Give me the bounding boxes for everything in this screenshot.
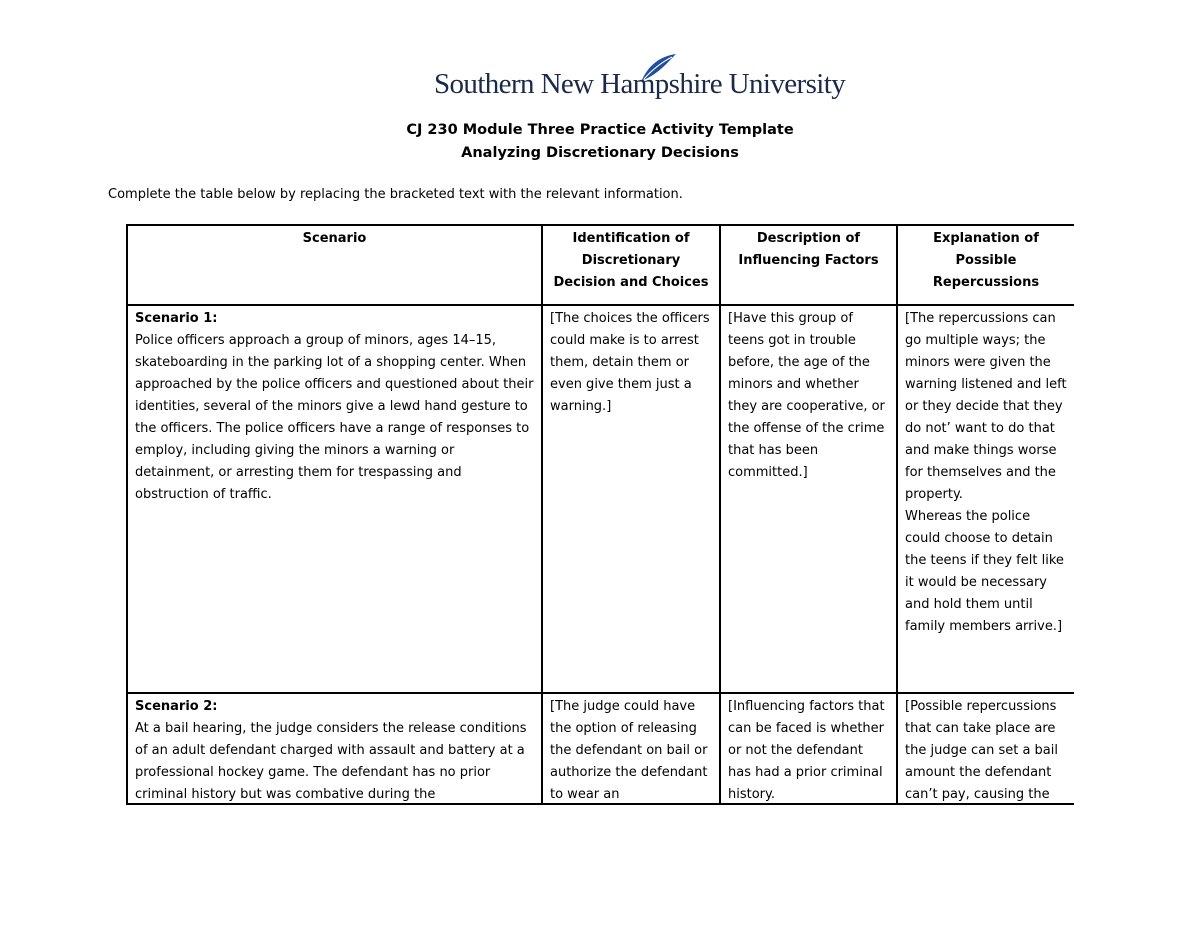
header-repercussions: Explanation of Possible Repercussions: [897, 225, 1074, 305]
university-logo: [434, 52, 846, 104]
table-row: [127, 305, 1074, 693]
repercussions-paragraph: [Possible repercussions that can take place are the judge can set a bail amount the defendant can’t pay, causing the: [905, 699, 1058, 802]
table-row: [127, 693, 1074, 805]
logo-text: Southern New Hampshire University: [434, 68, 846, 100]
repercussions-cell[interactable]: [897, 693, 1074, 805]
scenario-text: Police officers approach a group of minors, ages 14–15, skateboarding in the parking lot of a shopping center. When approached by the police officers and questioned about their identities, several of the minors give a lewd hand gesture to the officers. The police officers have a range of responses to employ, including giving the minors a warning or detainment, or arresting them for trespassing and obstruction of traffic.: [135, 333, 534, 502]
table-header-row: [127, 225, 1074, 305]
scenario-cell: [127, 305, 542, 693]
repercussions-cell[interactable]: [897, 305, 1074, 693]
document-title: CJ 230 Module Three Practice Activity Template: [406, 122, 794, 138]
scenario-title: Scenario 1:: [135, 311, 218, 326]
scenario-cell: [127, 693, 542, 805]
header-identification: Identification of Discretionary Decision and Choices: [542, 225, 720, 305]
factors-cell[interactable]: [Have this group of teens got in trouble before, the age of the minors and whether they are cooperative, or the offense of the crime that has been committed.]: [720, 305, 897, 693]
activity-table-container: [126, 224, 1074, 805]
instructions-text: Complete the table below by replacing the bracketed text with the relevant information.: [108, 187, 683, 202]
header-factors: Description of Influencing Factors: [720, 225, 897, 305]
header-scenario: Scenario: [127, 225, 542, 305]
repercussions-paragraph: Whereas the police could choose to detain the teens if they felt like it would be necessary and hold them until family members arrive.]: [905, 509, 1064, 634]
scenario-title: Scenario 2:: [135, 699, 218, 714]
scenario-text: At a bail hearing, the judge considers the release conditions of an adult defendant charged with assault and battery at a professional hockey game. The defendant has no prior criminal history but was combative during the: [135, 721, 527, 802]
document-subtitle: Analyzing Discretionary Decisions: [461, 145, 739, 161]
factors-cell[interactable]: [Influencing factors that can be faced is whether or not the defendant has had a prior criminal history.: [720, 693, 897, 805]
identification-cell[interactable]: [The judge could have the option of releasing the defendant on bail or authorize the defendant to wear an: [542, 693, 720, 805]
identification-cell[interactable]: [The choices the officers could make is to arrest them, detain them or even give them just a warning.]: [542, 305, 720, 693]
activity-table: [126, 224, 1074, 805]
repercussions-paragraph: [The repercussions can go multiple ways; the minors were given the warning listened and left or they decide that they do not’ want to do that and make things worse for themselves and the property.: [905, 311, 1067, 502]
